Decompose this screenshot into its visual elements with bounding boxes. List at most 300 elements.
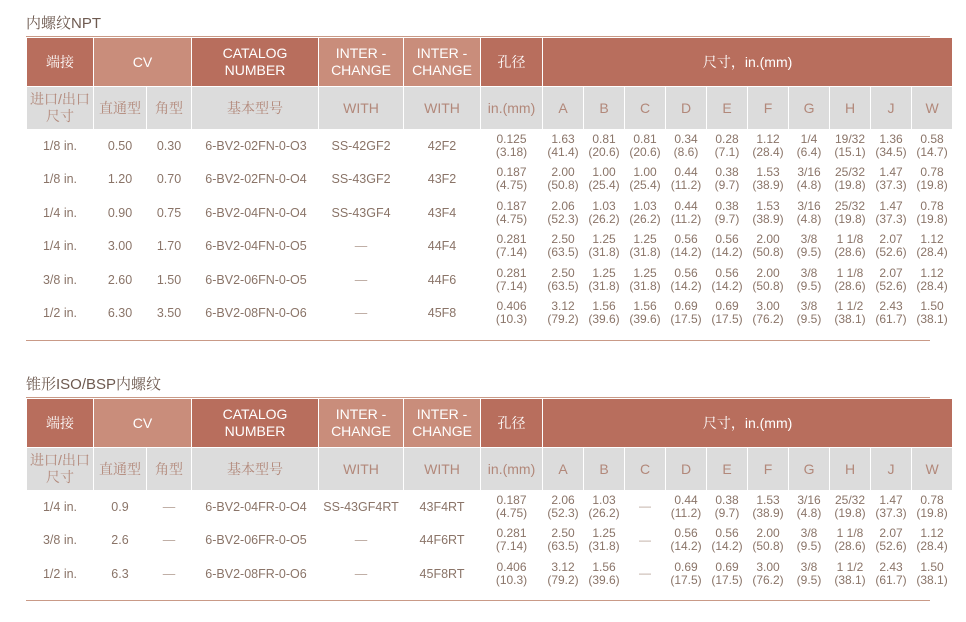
dimension-in: 0.78 [920,198,944,213]
dimension-mm: (52.6) [875,278,907,293]
dimension-mm: (39.6) [629,312,661,327]
dimension-in: 0.78 [920,165,944,180]
dimension-mm: (28.6) [834,245,866,260]
dimension-mm: (9.5) [796,312,822,327]
dimension-mm: (19.8) [834,505,866,520]
subheader-cell: 角型 [147,86,191,129]
cell-dimension [912,557,952,591]
header-end-connection: 端接 [27,38,93,86]
dimension-mm: (9.7) [714,178,740,193]
cell-dimension [748,230,788,264]
dimension-in: 1.03 [592,198,616,213]
subheader-cell: WITH [404,86,480,129]
dimension-in: 0.69 [674,299,698,314]
cell-dimension [748,163,788,197]
table-row [27,490,952,524]
dimension-mm: (31.8) [629,278,661,293]
header-orifice: 孔径 [481,38,542,86]
cell-dimension [625,490,665,524]
dimension-mm: (76.2) [752,312,784,327]
dimension-in: 0.56 [715,232,739,247]
dimension-in: 2.06 [551,198,575,213]
header-row-primary [27,38,952,86]
cell-dimension [830,230,870,264]
dimension-mm: (38.1) [916,312,948,327]
dimension-in: 0.69 [674,559,698,574]
cell-dimension [543,230,583,264]
header-interchange-1: INTER -CHANGE [319,38,403,86]
cell-dimension [912,230,952,264]
dimension-in: 0.44 [674,165,698,180]
cell-orifice [481,196,542,230]
dimension-in: 1/4 [800,131,818,146]
header-row-secondary [27,86,952,129]
header-cv: CV [94,38,191,86]
dimension-in: 3.12 [551,559,575,574]
dimension-in: 25/32 [835,198,866,213]
dimension-in: 0.81 [592,131,616,146]
dimension-mm: (11.2) [670,211,702,226]
dimension-mm: (50.8) [752,245,784,260]
cell-with2: 44F6 [427,272,457,287]
dimension-mm: (9.5) [796,539,822,554]
cell-size: 3/8 in. [42,533,78,548]
cell-dimension [666,163,706,197]
subheader-cell: H [830,86,870,129]
cell-with1: SS-42GF2 [331,138,391,153]
subheader-cell: G [789,86,829,129]
dimension-in: 0.44 [674,492,698,507]
dimension-in: 1.12 [920,265,944,280]
cell-orifice [481,297,542,331]
dimension-in: 3/8 [800,299,818,314]
cell-dimension [789,524,829,558]
dimension-mm: (9.7) [714,211,740,226]
cell-cv-straight: 0.50 [107,138,133,153]
cell-dimension [789,263,829,297]
subheader-cell: J [871,86,911,129]
header-row-secondary [27,447,952,490]
cell-dimension [871,490,911,524]
dimension-in: 0.44 [674,198,698,213]
dimension-in: 2.43 [879,559,903,574]
cell-dimension [543,297,583,331]
cell-dimension [625,196,665,230]
subheader-cell: 进口/出口尺寸 [27,86,93,129]
dimension-in: 1.00 [592,165,616,180]
cell-cv-straight: 6.30 [107,306,133,321]
dimension-in: 1.25 [592,232,616,247]
subheader-cell: WITH [319,447,403,490]
dimension-mm: (9.5) [796,278,822,293]
spec-table-iso-bsp [26,399,953,591]
cell-dimension [584,263,624,297]
dimension-in: 1.56 [633,299,657,314]
cell-dimension [830,524,870,558]
cell-dimension [707,129,747,163]
cell-dimension [584,196,624,230]
dimension-in: 0.38 [715,198,739,213]
header-orifice: 孔径 [481,399,542,447]
subheader-cell: 基本型号 [192,447,318,490]
subheader-cell: F [748,86,788,129]
subheader-cell: A [543,86,583,129]
dimension-in: 1.25 [592,265,616,280]
cell-with1: — [354,566,368,581]
dimension-in: 2.06 [551,492,575,507]
cell-size: 1/4 in. [42,499,78,514]
subheader-cell: D [666,86,706,129]
orifice-in: 0.406 [496,299,527,314]
dimension-in: 0.81 [633,131,657,146]
cell-with1: — [354,272,368,287]
cell-size: 1/2 in. [42,566,78,581]
dimension-in: 2.00 [756,265,780,280]
dimension-in: 3/8 [800,232,818,247]
dimension-in: 2.07 [879,526,903,541]
cell-dimension [707,230,747,264]
cell-cv-straight: 3.00 [107,239,133,254]
cell-with1: — [354,306,368,321]
dimension-in: 1 1/8 [836,265,864,280]
cell-dimension [543,557,583,591]
cell-dimension [625,230,665,264]
orifice-in: 0.281 [496,265,527,280]
dimension-mm: (8.6) [673,144,699,159]
subheader-cell: in.(mm) [481,447,542,490]
cell-catalog: 6-BV2-04FN-0-O5 [205,239,307,254]
subheader-cell: E [707,447,747,490]
dimension-mm: (28.6) [834,278,866,293]
dimension-in: — [639,532,652,547]
dimension-mm: (26.2) [588,505,620,520]
dimension-mm: (14.2) [670,278,702,293]
subheader-cell: D [666,447,706,490]
cell-dimension [543,263,583,297]
cell-with1: — [354,239,368,254]
dimension-in: 0.69 [715,299,739,314]
dimension-mm: (9.7) [714,505,740,520]
dimension-mm: (28.4) [752,144,784,159]
cell-dimension [789,230,829,264]
subheader-cell: B [584,447,624,490]
cell-dimension [666,490,706,524]
dimension-mm: (38.1) [916,572,948,587]
dimension-mm: (61.7) [875,312,907,327]
cell-dimension [871,163,911,197]
dimension-mm: (4.8) [796,178,822,193]
dimension-mm: (6.4) [796,144,822,159]
cell-dimension [584,230,624,264]
cell-dimension [543,129,583,163]
dimension-mm: (7.1) [714,144,740,159]
cell-dimension [871,263,911,297]
dimension-in: 2.00 [551,165,575,180]
dimension-in: 25/32 [835,165,866,180]
cell-dimension [871,129,911,163]
dimension-mm: (50.8) [752,278,784,293]
cell-dimension [543,490,583,524]
dimension-in: 1.56 [592,559,616,574]
dimension-mm: (14.2) [670,245,702,260]
section-bottom-rule [26,340,930,341]
header-catalog-number: CATALOG NUMBER [192,38,318,86]
dimension-mm: (31.8) [588,278,620,293]
dimension-mm: (39.6) [588,312,620,327]
dimension-mm: (19.8) [916,178,948,193]
dimension-mm: (14.2) [711,278,743,293]
cell-dimension [584,297,624,331]
dimension-in: 3/16 [797,165,821,180]
cell-cv-angle: — [162,533,176,548]
dimension-mm: (50.8) [752,539,784,554]
cell-cv-angle: — [162,566,176,581]
cell-size: 1/8 in. [42,172,78,187]
subheader-cell: 进口/出口尺寸 [27,447,93,490]
cell-dimension [666,524,706,558]
cell-with2: 45F8RT [419,566,465,581]
cell-dimension [707,297,747,331]
dimension-mm: (9.5) [796,572,822,587]
dimension-mm: (52.3) [547,211,579,226]
dimension-mm: (52.6) [875,245,907,260]
dimension-mm: (14.2) [711,245,743,260]
dimension-mm: (38.9) [752,178,784,193]
subheader-cell: 直通型 [94,86,146,129]
subheader-cell: E [707,86,747,129]
header-dimensions: 尺寸，in.(mm) [543,399,952,447]
dimension-in: 3/16 [797,492,821,507]
dimension-in: 1.12 [756,131,780,146]
orifice-mm: (4.75) [495,211,528,226]
dimension-in: 1.25 [592,526,616,541]
cell-with2: 44F6RT [419,533,465,548]
dimension-mm: (52.6) [875,539,907,554]
dimension-mm: (17.5) [670,312,702,327]
dimension-in: 1.50 [920,299,944,314]
cell-dimension [584,490,624,524]
orifice-in: 0.406 [496,559,527,574]
subheader-cell: C [625,447,665,490]
cell-dimension [748,524,788,558]
orifice-mm: (4.75) [495,178,528,193]
dimension-mm: (37.3) [875,211,907,226]
subheader-cell: in.(mm) [481,86,542,129]
cell-orifice [481,230,542,264]
dimension-in: 1.50 [920,559,944,574]
cell-catalog: 6-BV2-04FR-0-O4 [205,499,307,514]
table-row [27,524,952,558]
cell-dimension [625,297,665,331]
cell-cv-angle: 0.75 [156,205,182,220]
dimension-mm: (11.2) [670,178,702,193]
dimension-mm: (79.2) [547,312,579,327]
subheader-cell: A [543,447,583,490]
cell-with1: SS-43GF2 [331,172,391,187]
orifice-in: 0.187 [496,198,527,213]
dimension-mm: (63.5) [547,278,579,293]
dimension-in: 2.00 [756,232,780,247]
dimension-in: 3/16 [797,198,821,213]
cell-size: 1/4 in. [42,239,78,254]
dimension-in: 1.47 [879,492,903,507]
cell-dimension [625,557,665,591]
cell-dimension [625,263,665,297]
cell-catalog: 6-BV2-06FR-0-O5 [205,533,307,548]
cell-dimension [912,490,952,524]
dimension-in: 1.12 [920,232,944,247]
dimension-in: 1.03 [592,492,616,507]
dimension-in: 1.00 [633,165,657,180]
cell-with1: SS-43GF4 [331,205,391,220]
subheader-cell: W [912,447,952,490]
cell-orifice [481,163,542,197]
dimension-in: 0.56 [715,265,739,280]
cell-catalog: 6-BV2-02FN-0-O4 [205,172,307,187]
dimension-in: 1.25 [633,265,657,280]
dimension-in: 3.00 [756,299,780,314]
subheader-cell: WITH [319,86,403,129]
cell-size: 1/8 in. [42,138,78,153]
cell-dimension [912,263,952,297]
dimension-mm: (20.6) [588,144,620,159]
cell-cv-angle: 0.70 [156,172,182,187]
cell-dimension [789,490,829,524]
cell-dimension [543,196,583,230]
subheader-cell: J [871,447,911,490]
dimension-in: 1.53 [756,492,780,507]
cell-dimension [584,163,624,197]
cell-cv-angle: 0.30 [156,138,182,153]
cell-dimension [584,557,624,591]
dimension-in: 3/8 [800,526,818,541]
orifice-in: 0.281 [496,526,527,541]
dimension-mm: (14.7) [916,144,948,159]
cell-dimension [789,297,829,331]
dimension-in: 25/32 [835,492,866,507]
dimension-in: 2.50 [551,232,575,247]
orifice-mm: (3.18) [495,144,528,159]
cell-dimension [748,196,788,230]
dimension-mm: (19.8) [834,178,866,193]
dimension-mm: (63.5) [547,539,579,554]
orifice-in: 0.187 [496,492,527,507]
dimension-in: — [639,499,652,514]
cell-orifice [481,557,542,591]
cell-dimension [912,524,952,558]
section-top-rule [26,397,930,398]
cell-catalog: 6-BV2-08FR-0-O6 [205,566,307,581]
cell-cv-straight: 0.90 [107,205,133,220]
cell-dimension [748,129,788,163]
dimension-in: — [639,566,652,581]
cell-dimension [748,490,788,524]
dimension-in: 0.78 [920,492,944,507]
cell-dimension [912,129,952,163]
cell-dimension [830,263,870,297]
dimension-in: 2.50 [551,526,575,541]
cell-dimension [912,163,952,197]
dimension-in: 0.69 [715,559,739,574]
table-row [27,557,952,591]
cell-dimension [666,557,706,591]
dimension-mm: (39.6) [588,572,620,587]
cell-dimension [912,297,952,331]
dimension-in: 1.36 [879,131,903,146]
cell-with2: 43F4 [427,205,457,220]
dimension-mm: (79.2) [547,572,579,587]
dimension-mm: (38.1) [834,312,866,327]
cell-orifice [481,263,542,297]
cell-dimension [789,196,829,230]
cell-dimension [625,129,665,163]
cell-cv-angle: 3.50 [156,306,182,321]
subheader-cell: WITH [404,447,480,490]
subheader-cell: 直通型 [94,447,146,490]
cell-dimension [830,163,870,197]
header-row-primary [27,399,952,447]
orifice-in: 0.281 [496,232,527,247]
cell-dimension [666,263,706,297]
cell-dimension [830,196,870,230]
cell-cv-straight: 2.6 [111,533,129,548]
cell-dimension [871,524,911,558]
dimension-mm: (63.5) [547,245,579,260]
cell-dimension [584,524,624,558]
dimension-in: 0.56 [674,526,698,541]
dimension-mm: (50.8) [547,178,579,193]
dimension-mm: (76.2) [752,572,784,587]
dimension-mm: (31.8) [588,539,620,554]
cell-with2: 42F2 [427,138,457,153]
header-catalog-number: CATALOG NUMBER [192,399,318,447]
cell-dimension [912,196,952,230]
dimension-mm: (19.8) [834,211,866,226]
orifice-in: 0.125 [496,131,527,146]
dimension-in: 1.47 [879,165,903,180]
dimension-in: 2.50 [551,265,575,280]
cell-with2: 45F8 [427,306,457,321]
header-dimensions: 尺寸，in.(mm) [543,38,952,86]
dimension-mm: (25.4) [629,178,661,193]
dimension-in: 1.25 [633,232,657,247]
dimension-mm: (11.2) [670,505,702,520]
dimension-in: 2.43 [879,299,903,314]
dimension-in: 1.47 [879,198,903,213]
dimension-in: 1 1/2 [836,299,864,314]
cell-catalog: 6-BV2-04FN-0-O4 [205,205,307,220]
cell-dimension [666,129,706,163]
dimension-in: 2.00 [756,526,780,541]
section-title: 锥形ISO/BSP内螺纹 [26,376,162,393]
cell-dimension [830,490,870,524]
dimension-in: 0.56 [674,232,698,247]
orifice-mm: (10.3) [495,572,528,587]
cell-dimension [707,196,747,230]
dimension-mm: (41.4) [547,144,579,159]
dimension-mm: (28.6) [834,539,866,554]
dimension-in: 2.07 [879,265,903,280]
orifice-mm: (7.14) [495,245,528,260]
cell-with2: 43F2 [427,172,457,187]
header-interchange-1: INTER -CHANGE [319,399,403,447]
dimension-in: 0.56 [674,265,698,280]
cell-orifice [481,490,542,524]
cell-with2: 44F4 [427,239,457,254]
subheader-cell: B [584,86,624,129]
orifice-mm: (10.3) [495,312,528,327]
dimension-mm: (20.6) [629,144,661,159]
